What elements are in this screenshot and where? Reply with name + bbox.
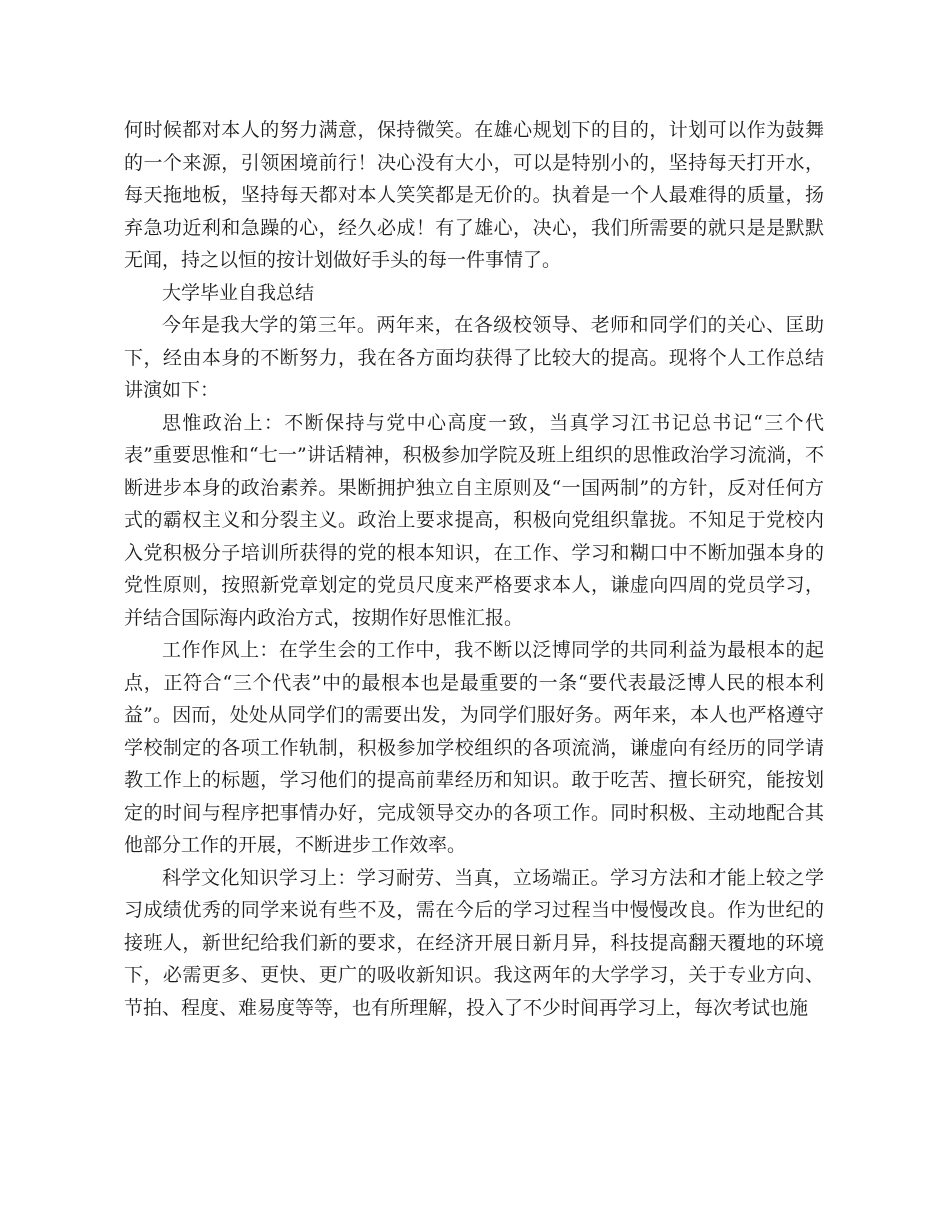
section-heading: 大学毕业自我总结 — [162, 281, 315, 304]
paragraph-intro: 今年是我大学的第三年。两年来，在各级校领导、老师和同学们的关心、匡助下，经由本身的不断努力，我在各方面均获得了比较大的提高。现将个人工作总结讲演如下： — [124, 314, 824, 401]
paragraph-work-style: 工作作风上：在学生会的工作中，我不断以泛博同学的共同利益为最根本的起点，正符合“三个代表”中的最根本也是最重要的一条“要代表最泛博人民的根本利益”。因而，处处从同学们的需要出发，为同学们服好务。两年来，本人也严格遵守学校制定的各项工作轨制，积极参加学校组织的各项流淌，谦虚向有经历的同学请教工作上的标题，学习他们的提高前辈经历和知识。敢于吃苦、擅长研究，能按划定的时间与程序把事情办好，完成领导交办的各项工作。同时积极、主动地配合其他部分工作的开展，不断进步工作效率。 — [124, 639, 824, 856]
paragraph-study: 科学文化知识学习上：学习耐劳、当真，立场端正。学习方法和才能上较之学习成绩优秀的同学来说有些不及，需在今后的学习过程当中慢慢改良。作为世纪的接班人，新世纪给我们新的要求，在经济开展日新月异，科技提高翻天覆地的环境下，必需更多、更快、更广的吸收新知识。我这两年的大学学习，关于专业方向、节拍、程度、难易度等等，也有所理解，投入了不少时间再学习上，每次考试也施 — [124, 866, 824, 1019]
document-body — [124, 114, 824, 1024]
paragraph-continuation: 何时候都对本人的努力满意，保持微笑。在雄心规划下的目的，计划可以作为鼓舞的一个来源，引领困境前行！决心没有大小，可以是特别小的，坚持每天打开水，每天拖地板，坚持每天都对本人笑笑都是无价的。执着是一个人最难得的质量，扬弃急功近利和急躁的心，经久必成！有了雄心，决心，我们所需要的就只是是默默无闻，持之以恒的按计划做好手头的每一件事情了。 — [124, 119, 824, 271]
paragraph-political-thought: 思惟政治上：不断保持与党中心高度一致，当真学习江书记总书记“三个代表”重要思惟和“七一”讲话精神，积极参加学院及班上组织的思惟政治学习流淌，不断进步本身的政治素养。果断拥护独立自主原则及“一国两制”的方针，反对任何方式的霸权主义和分裂主义。政治上要求提高，积极向党组织靠拢。不知足于党校内入党积极分子培训所获得的党的根本知识，在工作、学习和糊口中不断加强本身的党性原则，按照新党章划定的党员尺度来严格要求本人，谦虚向四周的党员学习，并结合国际海内政治方式，按期作好思惟汇报。 — [124, 411, 824, 629]
